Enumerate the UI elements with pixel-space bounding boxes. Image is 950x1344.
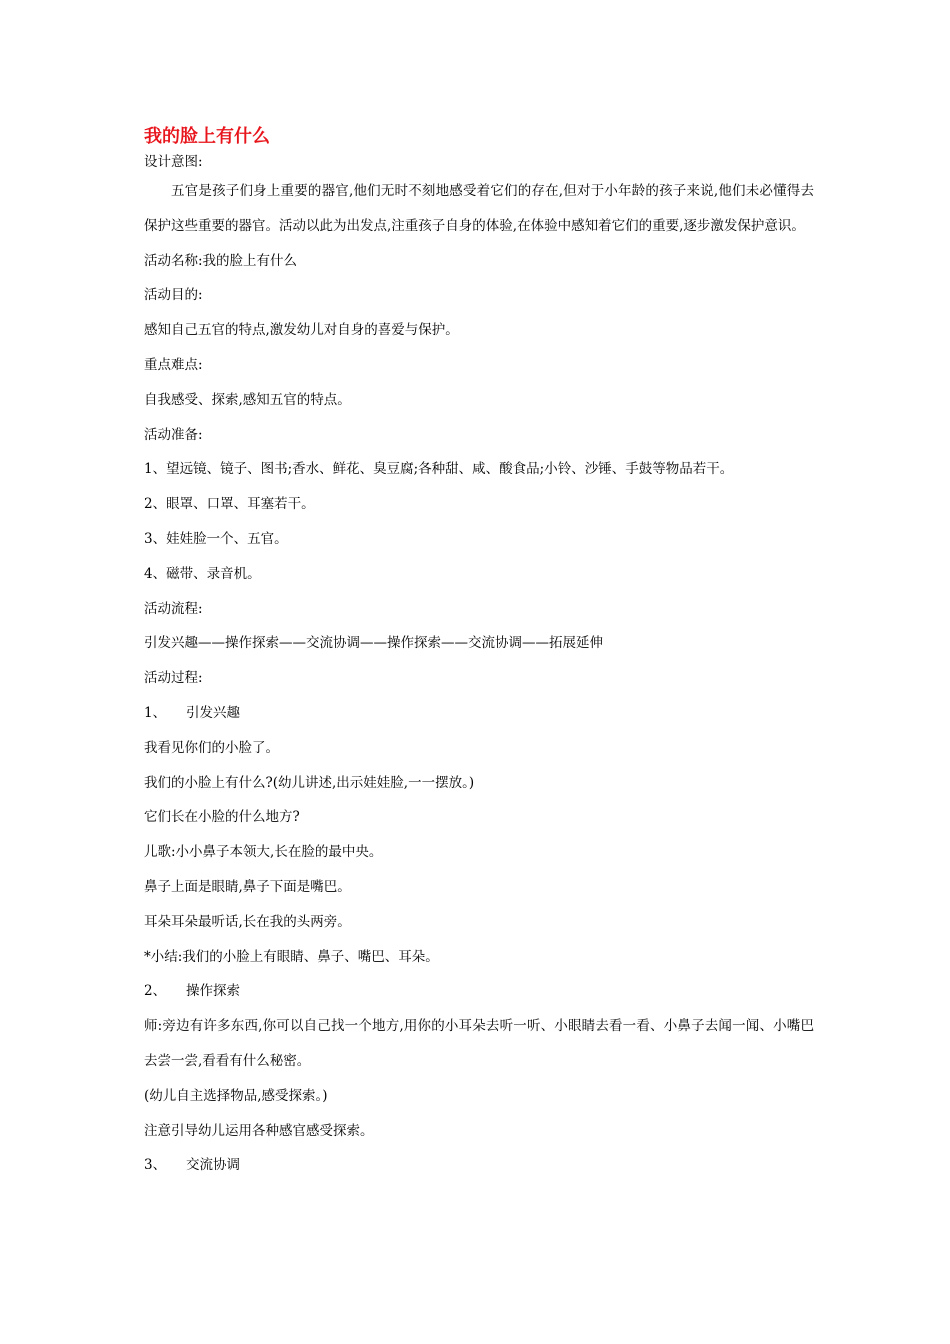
step-number: 3、 [144, 1157, 167, 1174]
document-title: 我的脸上有什么 [144, 126, 270, 147]
step-title: 交流协调 [186, 1157, 240, 1174]
design-intent-paragraph: 五官是孩子们身上重要的器官,他们无时不刻地感受着它们的存在,但对于小年龄的孩子来说,他们未必懂得去保护这些重要的器官。活动以此为出发点,注重孩子自身的体验,在体验中感知着它们的重要,逐步激发保护意识。 [144, 183, 814, 234]
step-number: 1、 [144, 704, 167, 721]
step2-line: 注意引导幼儿运用各种感官感受探索。 [144, 1122, 374, 1139]
step-heading [144, 696, 814, 731]
step1-line: 儿歌:小小鼻子本领大,长在脸的最中央。 [144, 844, 383, 861]
prep-item: 4、磁带、录音机。 [144, 565, 261, 582]
design-intent-label: 设计意图: [144, 154, 203, 170]
step-title: 引发兴趣 [186, 704, 240, 721]
step1-line: 鼻子上面是眼睛,鼻子下面是嘴巴。 [144, 878, 351, 895]
step1-line: 它们长在小脸的什么地方? [144, 809, 300, 826]
flow-label: 活动流程: [144, 600, 203, 617]
key-label: 重点难点: [144, 356, 203, 373]
step-heading [144, 974, 814, 1009]
prep-item: 1、望远镜、镜子、图书;香水、鲜花、臭豆腐;各种甜、咸、酸食品;小铃、沙锤、手鼓等物品若干。 [144, 461, 734, 478]
prep-label: 活动准备: [144, 426, 203, 443]
step-heading [144, 1148, 814, 1183]
key-text: 自我感受、探索,感知五官的特点。 [144, 391, 351, 408]
step2-line: (幼儿自主选择物品,感受探索。) [144, 1087, 328, 1104]
step1-summary: *小结:我们的小脸上有眼睛、鼻子、嘴巴、耳朵。 [144, 948, 439, 965]
goal-label: 活动目的: [144, 287, 203, 304]
step1-line: 我看见你们的小脸了。 [144, 739, 279, 756]
prep-item: 2、眼罩、口罩、耳塞若干。 [144, 496, 315, 513]
step-number: 2、 [144, 983, 167, 1000]
step1-line: 我们的小脸上有什么?(幼儿讲述,出示娃娃脸,一一摆放。) [144, 774, 475, 791]
goal-text: 感知自己五官的特点,激发幼儿对自身的喜爱与保护。 [144, 322, 459, 339]
step2-paragraph: 师:旁边有许多东西,你可以自己找一个地方,用你的小耳朵去听一听、小眼睛去看一看、小鼻子去闻一闻、小嘴巴去尝一尝,看看有什么秘密。 [144, 1018, 814, 1069]
document-page [144, 124, 814, 1183]
step-title: 操作探索 [186, 983, 240, 1000]
prep-item: 3、娃娃脸一个、五官。 [144, 530, 288, 547]
activity-name: 活动名称:我的脸上有什么 [144, 252, 298, 269]
flow-text: 引发兴趣——操作探索——交流协调——操作探索——交流协调——拓展延伸 [144, 635, 603, 652]
process-label: 活动过程: [144, 670, 203, 687]
step1-line: 耳朵耳朵最听话,长在我的头两旁。 [144, 913, 351, 930]
